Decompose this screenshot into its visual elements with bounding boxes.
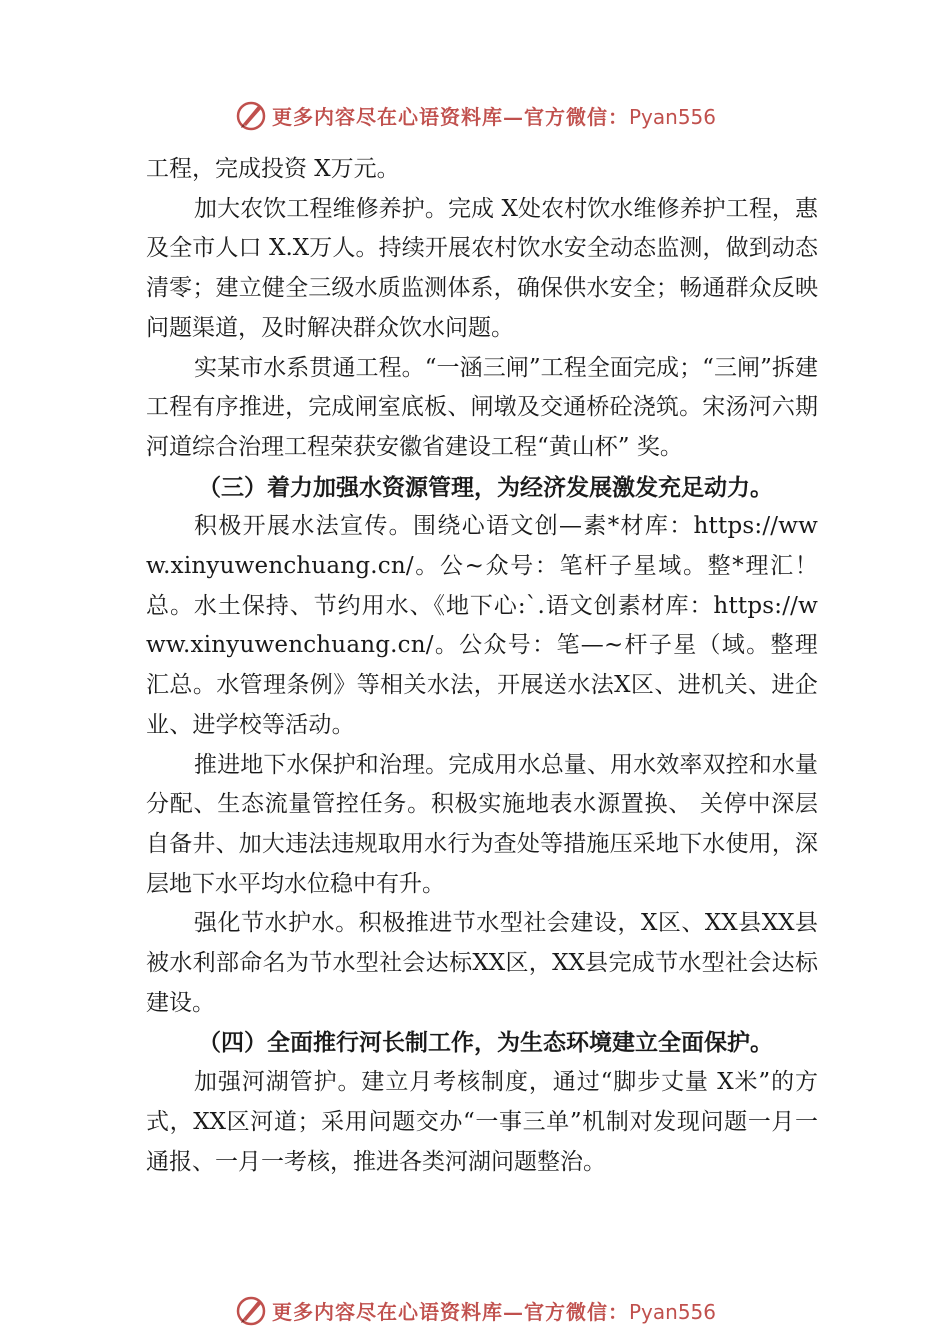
paragraph-3: 实某市水系贯通工程。“一涵三闸”工程全面完成；“三闸”拆建工程有序推进，完成闸室底板、闸墩及交通桥砼浇筑。宋汤河六期河道综合治理工程荣获安徽省建设工程“黄山杯” 奖。 bbox=[146, 354, 818, 460]
paragraph-1: 工程，完成投资 X万元。 bbox=[146, 156, 400, 182]
section-heading-3: （三）着力加强水资源管理，为经济发展激发充足动力。 bbox=[198, 473, 773, 501]
document-body bbox=[146, 150, 818, 1182]
pen-logo-icon bbox=[234, 98, 268, 132]
section-heading-4: （四）全面推行河长制工作，为生态环境建立全面保护。 bbox=[198, 1029, 773, 1057]
paragraph-7: 加强河湖管护。建立月考核制度，通过“脚步丈量 X米”的方式，XX区河道；采用问题交办“一事三单”机制对发现问题一月一通报、一月一考核，推进各类河湖问题整治。 bbox=[146, 1069, 818, 1175]
header-watermark-text: 更多内容尽在心语资料库—官方微信：Pyan556 bbox=[271, 104, 716, 129]
footer-watermark-text: 更多内容尽在心语资料库—官方微信：Pyan556 bbox=[271, 1299, 716, 1324]
paragraph-6: 强化节水护水。积极推进节水型社会建设，X区、XX县XX县被水利部命名为节水型社会达标XX区，XX县完成节水型社会达标建设。 bbox=[146, 910, 818, 1016]
header-watermark-banner bbox=[0, 95, 950, 135]
paragraph-2: 加大农饮工程维修养护。完成 X处农村饮水维修养护工程，惠及全市人口 X.X万人。持续开展农村饮水安全动态监测，做到动态清零；建立健全三级水质监测体系，确保供水安全；畅通群众反映问题渠道，及时解决群众饮水问题。 bbox=[146, 195, 818, 341]
paragraph-5: 推进地下水保护和治理。完成用水总量、用水效率双控和水量分配、生态流量管控任务。积极实施地表水源置换、 关停中深层自备井、加大违法违规取用水行为查处等措施压采地下水使用，深层地下水平均水位稳中有升。 bbox=[146, 751, 818, 897]
paragraph-4: 积极开展水法宣传。围绕心语文创—素*材库：https://www.xinyuwenchuang.cn/。公~众号：笔杆子星域。整*理汇！总。水土保持、节约用水、《地下心:`.语文创素材库：https://www.xinyuwenchuang.cn/。公众号：笔—~杆子星（域。整理汇总。水管理条例》等相关水法，开展送水法X区、进机关、进企业、进学校等活动。 bbox=[146, 513, 818, 738]
footer-watermark-banner bbox=[0, 1290, 950, 1330]
pen-logo-icon bbox=[234, 1293, 268, 1327]
